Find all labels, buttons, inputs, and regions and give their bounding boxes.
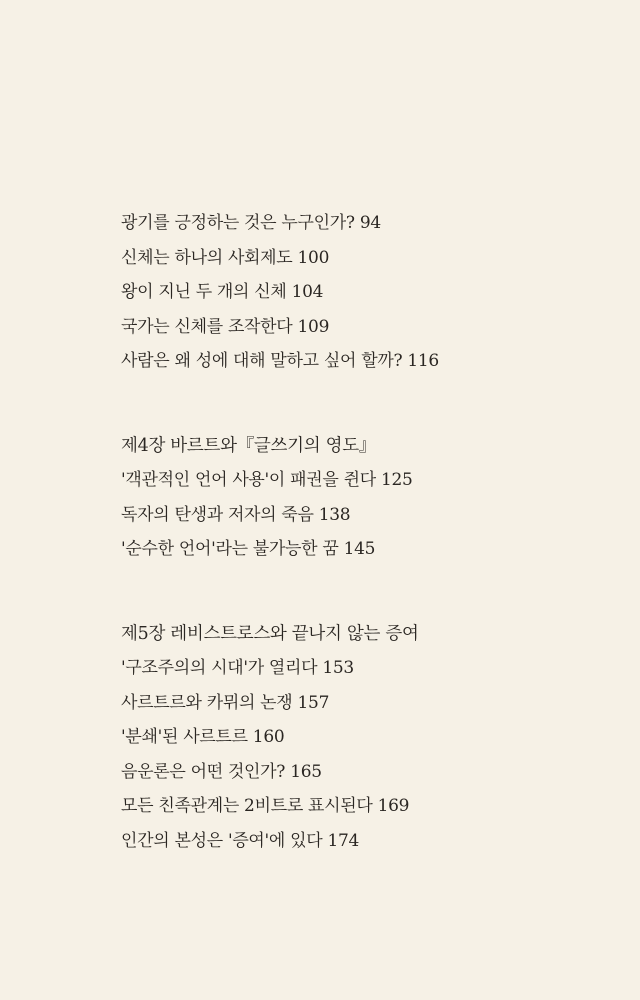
toc-entry: 사람은 왜 성에 대해 말하고 싶어 할까? 116 xyxy=(121,351,439,371)
toc-entry: 모든 친족관계는 2비트로 표시된다 169 xyxy=(121,796,410,816)
toc-entry: 인간의 본성은 '증여'에 있다 174 xyxy=(121,830,360,851)
toc-entry: 국가는 신체를 조작한다 109 xyxy=(121,316,330,337)
toc-entry: '구조주의의 시대'가 열리다 153 xyxy=(121,658,354,678)
toc-entry: 광기를 긍정하는 것은 누구인가? 94 xyxy=(121,213,381,233)
section-spacer xyxy=(121,379,621,429)
toc-entry: 사르트르와 카뮈의 논쟁 157 xyxy=(121,692,330,713)
toc-entry: 신체는 하나의 사회제도 100 xyxy=(121,247,330,268)
table-of-contents xyxy=(121,206,621,858)
section-spacer xyxy=(121,567,621,617)
toc-entry: '순수한 언어'라는 불가능한 꿈 145 xyxy=(121,539,376,559)
toc-entry: 음운론은 어떤 것인가? 165 xyxy=(121,761,322,782)
toc-entry: 왕이 지닌 두 개의 신체 104 xyxy=(121,282,324,302)
chapter-4-heading: 제4장 바르트와『글쓰기의 영도』 xyxy=(121,435,377,456)
toc-entry: '객관적인 언어 사용'이 패권을 쥔다 125 xyxy=(121,470,413,490)
toc-entry: 독자의 탄생과 저자의 죽음 138 xyxy=(121,504,351,525)
chapter-5-heading: 제5장 레비스트로스와 끝나지 않는 증여 xyxy=(121,623,419,644)
toc-entry: '분쇄'된 사르트르 160 xyxy=(121,727,285,747)
